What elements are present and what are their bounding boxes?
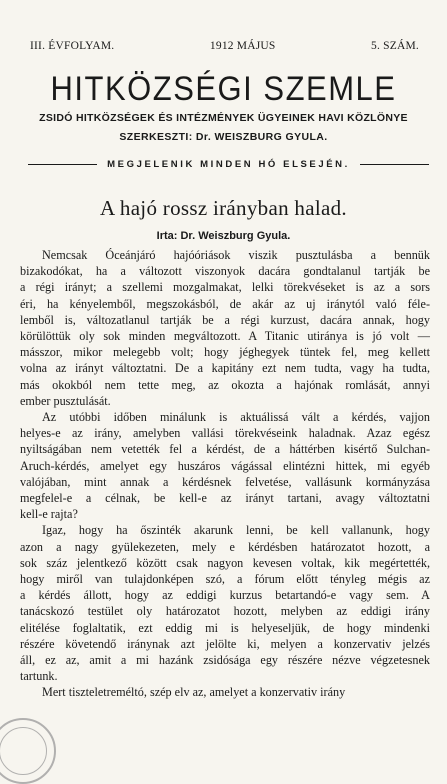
text-line: más okokból nem tette meg, az okozta a hajónak romlását, annyi <box>20 377 430 392</box>
text-line: Nemcsak Óceánjáró hajóóriások viszik pusztulásba a bennük <box>42 248 430 262</box>
text-line: áll, ez az, amit a mi hazánk zsidósága egy részére nézve végzetesnek <box>20 653 430 668</box>
text-line: hogy miről van tulajdonképen szó, a fórum előtt tényleg mégis az <box>20 572 430 587</box>
library-stamp-icon <box>0 718 56 784</box>
divider-right <box>360 164 429 165</box>
text-line: ember pusztulását. <box>20 393 111 408</box>
text-line: helyes-e az irány, amelyben vallási törekvéseink haladnak. Azaz egész <box>20 426 430 441</box>
issue-date: 1912 MÁJUS <box>209 40 276 52</box>
volume-label: III. ÉVFOLYAM. <box>30 40 115 52</box>
text-line: Aruch-kérdés, amelyet egy huszáros vágással elintézni hittek, mi egyéb <box>20 458 430 473</box>
text-line: Az utóbbi időben minálunk is aktuálissá vált a kérdés, vajjon <box>42 410 430 425</box>
text-line: a régi irányt; a szellemi mozgalmakat, lelki törekvéseket is az a sors <box>20 280 430 295</box>
text-line: nyiltságában nem vetették fel a kérdést, de a háttérben kisértő Sulchan- <box>20 442 430 457</box>
frequency-text: MEGJELENIK MINDEN HÓ ELSEJÉN. <box>107 159 350 170</box>
article-title: A hajó rossz irányban halad. <box>100 196 347 220</box>
article-body <box>20 247 430 701</box>
text-line: valójában, mint annak a kérdésnek felvetése, vallásunk kormányzása <box>20 474 430 489</box>
text-line: tartunk. <box>20 669 58 684</box>
text-line: tanácskozó testület oly határozatot hozott, melyben az eddigi irány <box>20 604 430 619</box>
issue-info-line <box>30 40 419 52</box>
text-line: elitélése foglaltatik, ezt eddig mi is helyeseljük, de hogy mindenki <box>20 620 430 635</box>
text-line: sok száz jelentkező között csak nagyon kevesen voltak, kik megértették, <box>20 555 430 570</box>
frequency-banner <box>28 159 429 170</box>
text-line: kell-e rajta? <box>20 507 78 522</box>
masthead-title: HITKÖZSÉGI SZEMLE <box>50 68 397 109</box>
text-line: körülöttük oly sok minden megváltozott. A Titanic utiránya is jó volt — <box>20 329 430 344</box>
issue-number: 5. SZÁM. <box>371 40 419 52</box>
text-line: volna az irányt változtatni. De a kapitány ezt nem tudta, vagy ha tudta, <box>20 361 430 376</box>
editor-line: SZERKESZTI: Dr. WEISZBURG GYULA. <box>119 131 328 143</box>
text-line: lemből is, változatlanul tartják be a régi kurzust, dacára annak, hogy <box>20 312 430 327</box>
divider-left <box>28 164 97 165</box>
text-line: éri, ha kényelemből, megszokásból, de akár az uj iránytól való féle- <box>20 296 430 311</box>
text-line: másszor, mikor melegebb volt; hogy jéghegyek tüntek fel, meg kellett <box>20 345 430 360</box>
text-line: azon a nagy gyülekezeten, mely e kérdésben határozatot hozott, a <box>20 539 430 554</box>
text-line: Mert tiszteletreméltó, szép elv az, amelyet a konzervativ irány <box>42 685 346 700</box>
masthead-subtitle: ZSIDÓ HITKÖZSÉGEK ÉS INTÉZMÉNYEK ÜGYEINEK HAVI KÖZLÖNYE <box>39 112 408 124</box>
text-line: Igaz, hogy ha őszinték akarunk lenni, be kell vallanunk, hogy <box>42 523 430 538</box>
text-line: részére követendő iránynak azt jelölte ki, melyen a konzervativ jelzés <box>20 636 430 651</box>
text-line: bizakodókat, ha a változott viszonyok dacára gondtalanul tartják be <box>20 264 430 279</box>
article-byline: Irta: Dr. Weiszburg Gyula. <box>156 230 291 242</box>
text-line: megfelel-e a célnak, be kell-e az irányt tartani, avagy változtatni <box>20 491 430 506</box>
text-line: a kérdés állott, hogy az eddigi kurzus betartandó-e vagy sem. A <box>20 588 430 603</box>
